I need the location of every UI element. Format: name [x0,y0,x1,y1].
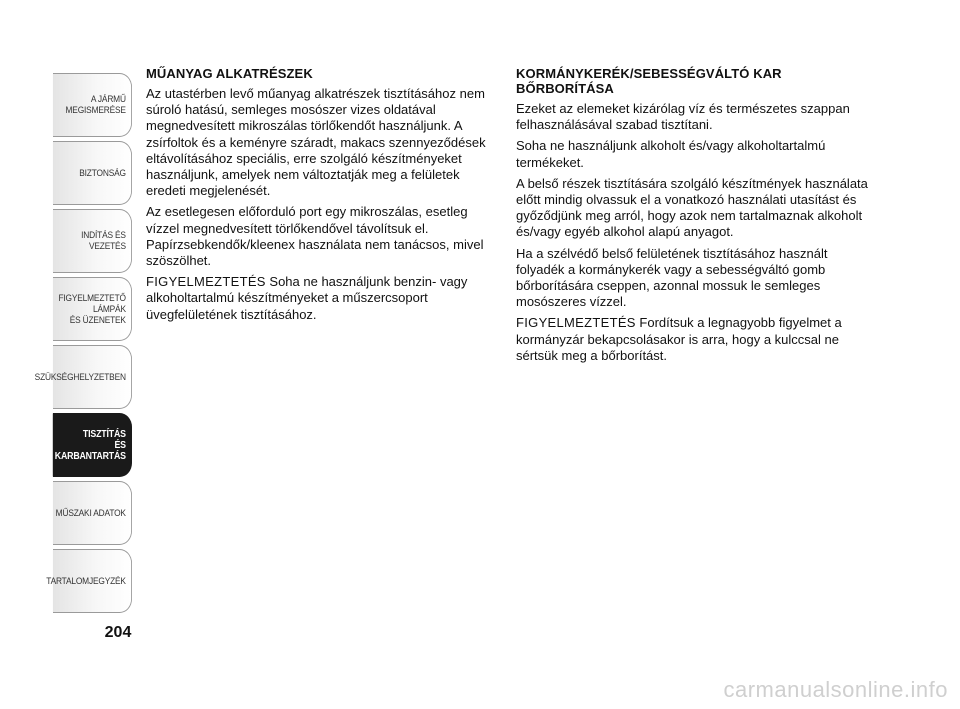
left-column [146,66,498,328]
tab-emergency[interactable]: SZÜKSÉGHELYZETBEN [53,345,132,409]
warning-text: Soha ne használjunk benzin- vagy alkoholtartalmú készítményeket a műszercsoport üvegfelületének tisztításához. [146,274,468,322]
tab-technical-data[interactable]: MŰSZAKI ADATOK [53,481,132,545]
paragraph: Soha ne használjunk alkoholt és/vagy alkoholtartalmú termékeket. [516,138,826,170]
tab-cleaning-maintenance[interactable]: TISZTÍTÁS ÉS KARBANTARTÁS [53,413,132,477]
right-column [516,66,876,369]
watermark: carmanualsonline.info [723,677,948,702]
paragraph: Ha a szélvédő belső felületének tisztításához használt folyadék a kormánykerék vagy a sebességváltó gomb bőrborítására cseppen, azonnal mossuk le semleges mosószeres vízzel. [516,245,828,310]
warning-text: Fordítsuk a legnagyobb figyelmet a kormányzár bekapcsolásakor is arra, hogy a kulccsal ne sértsük meg a bőrborítást. [516,315,842,363]
tab-warning-lights[interactable]: FIGYELMEZTETŐ LÁMPÁK ÉS ÜZENETEK [53,277,132,341]
warning-label: FIGYELMEZTETÉS [516,315,636,331]
warning-paragraph [516,315,876,364]
paragraph: Az utastérben levő műanyag alkatrészek tisztításához nem súroló hatású, semleges mosószer vizes oldatával megnedvesített mikroszálas törlőkendőt használjunk. A zsírfoltok és a keményre száradt, makacs szennyeződések eltávolításához speciális, erre szolgáló készítményeket használjunk, amelyek nem változtatják meg a felületek eredeti megjelenését. [146,86,486,199]
section-heading-leather-cover: KORMÁNYKERÉK/SEBESSÉGVÁLTÓ KAR BŐRBORÍTÁSA [516,66,782,96]
paragraph: Ezeket az elemeket kizárólag víz és természetes szappan felhasználásával szabad tisztítani. [516,101,850,133]
tab-vehicle-overview[interactable]: A JÁRMŰ MEGISMERÉSE [53,73,132,137]
paragraph: A belső részek tisztítására szolgáló készítmények használata előtt mindig olvassuk el a vonatkozó használati utasítást és győződjünk meg arról, hogy azok nem tartalmaznak alkoholt és/vagy egyéb alkohol alapú anyagot. [516,175,868,240]
warning-paragraph [146,274,498,323]
tab-safety[interactable]: BIZTONSÁG [53,141,132,205]
tab-starting-driving[interactable]: INDÍTÁS ÉS VEZETÉS [53,209,132,273]
tab-index[interactable]: TARTALOMJEGYZÉK [53,549,132,613]
page-number: 204 [104,624,132,641]
paragraph: Az esetlegesen előforduló port egy mikroszálas, esetleg vízzel megnedvesített törlőkendővel távolítsuk el. Papírzsebkendők/kleenex használata nem tanácsos, mivel szöszölhet. [146,204,484,269]
section-heading-plastic-parts: MŰANYAG ALKATRÉSZEK [146,66,313,81]
warning-label: FIGYELMEZTETÉS [146,274,266,290]
